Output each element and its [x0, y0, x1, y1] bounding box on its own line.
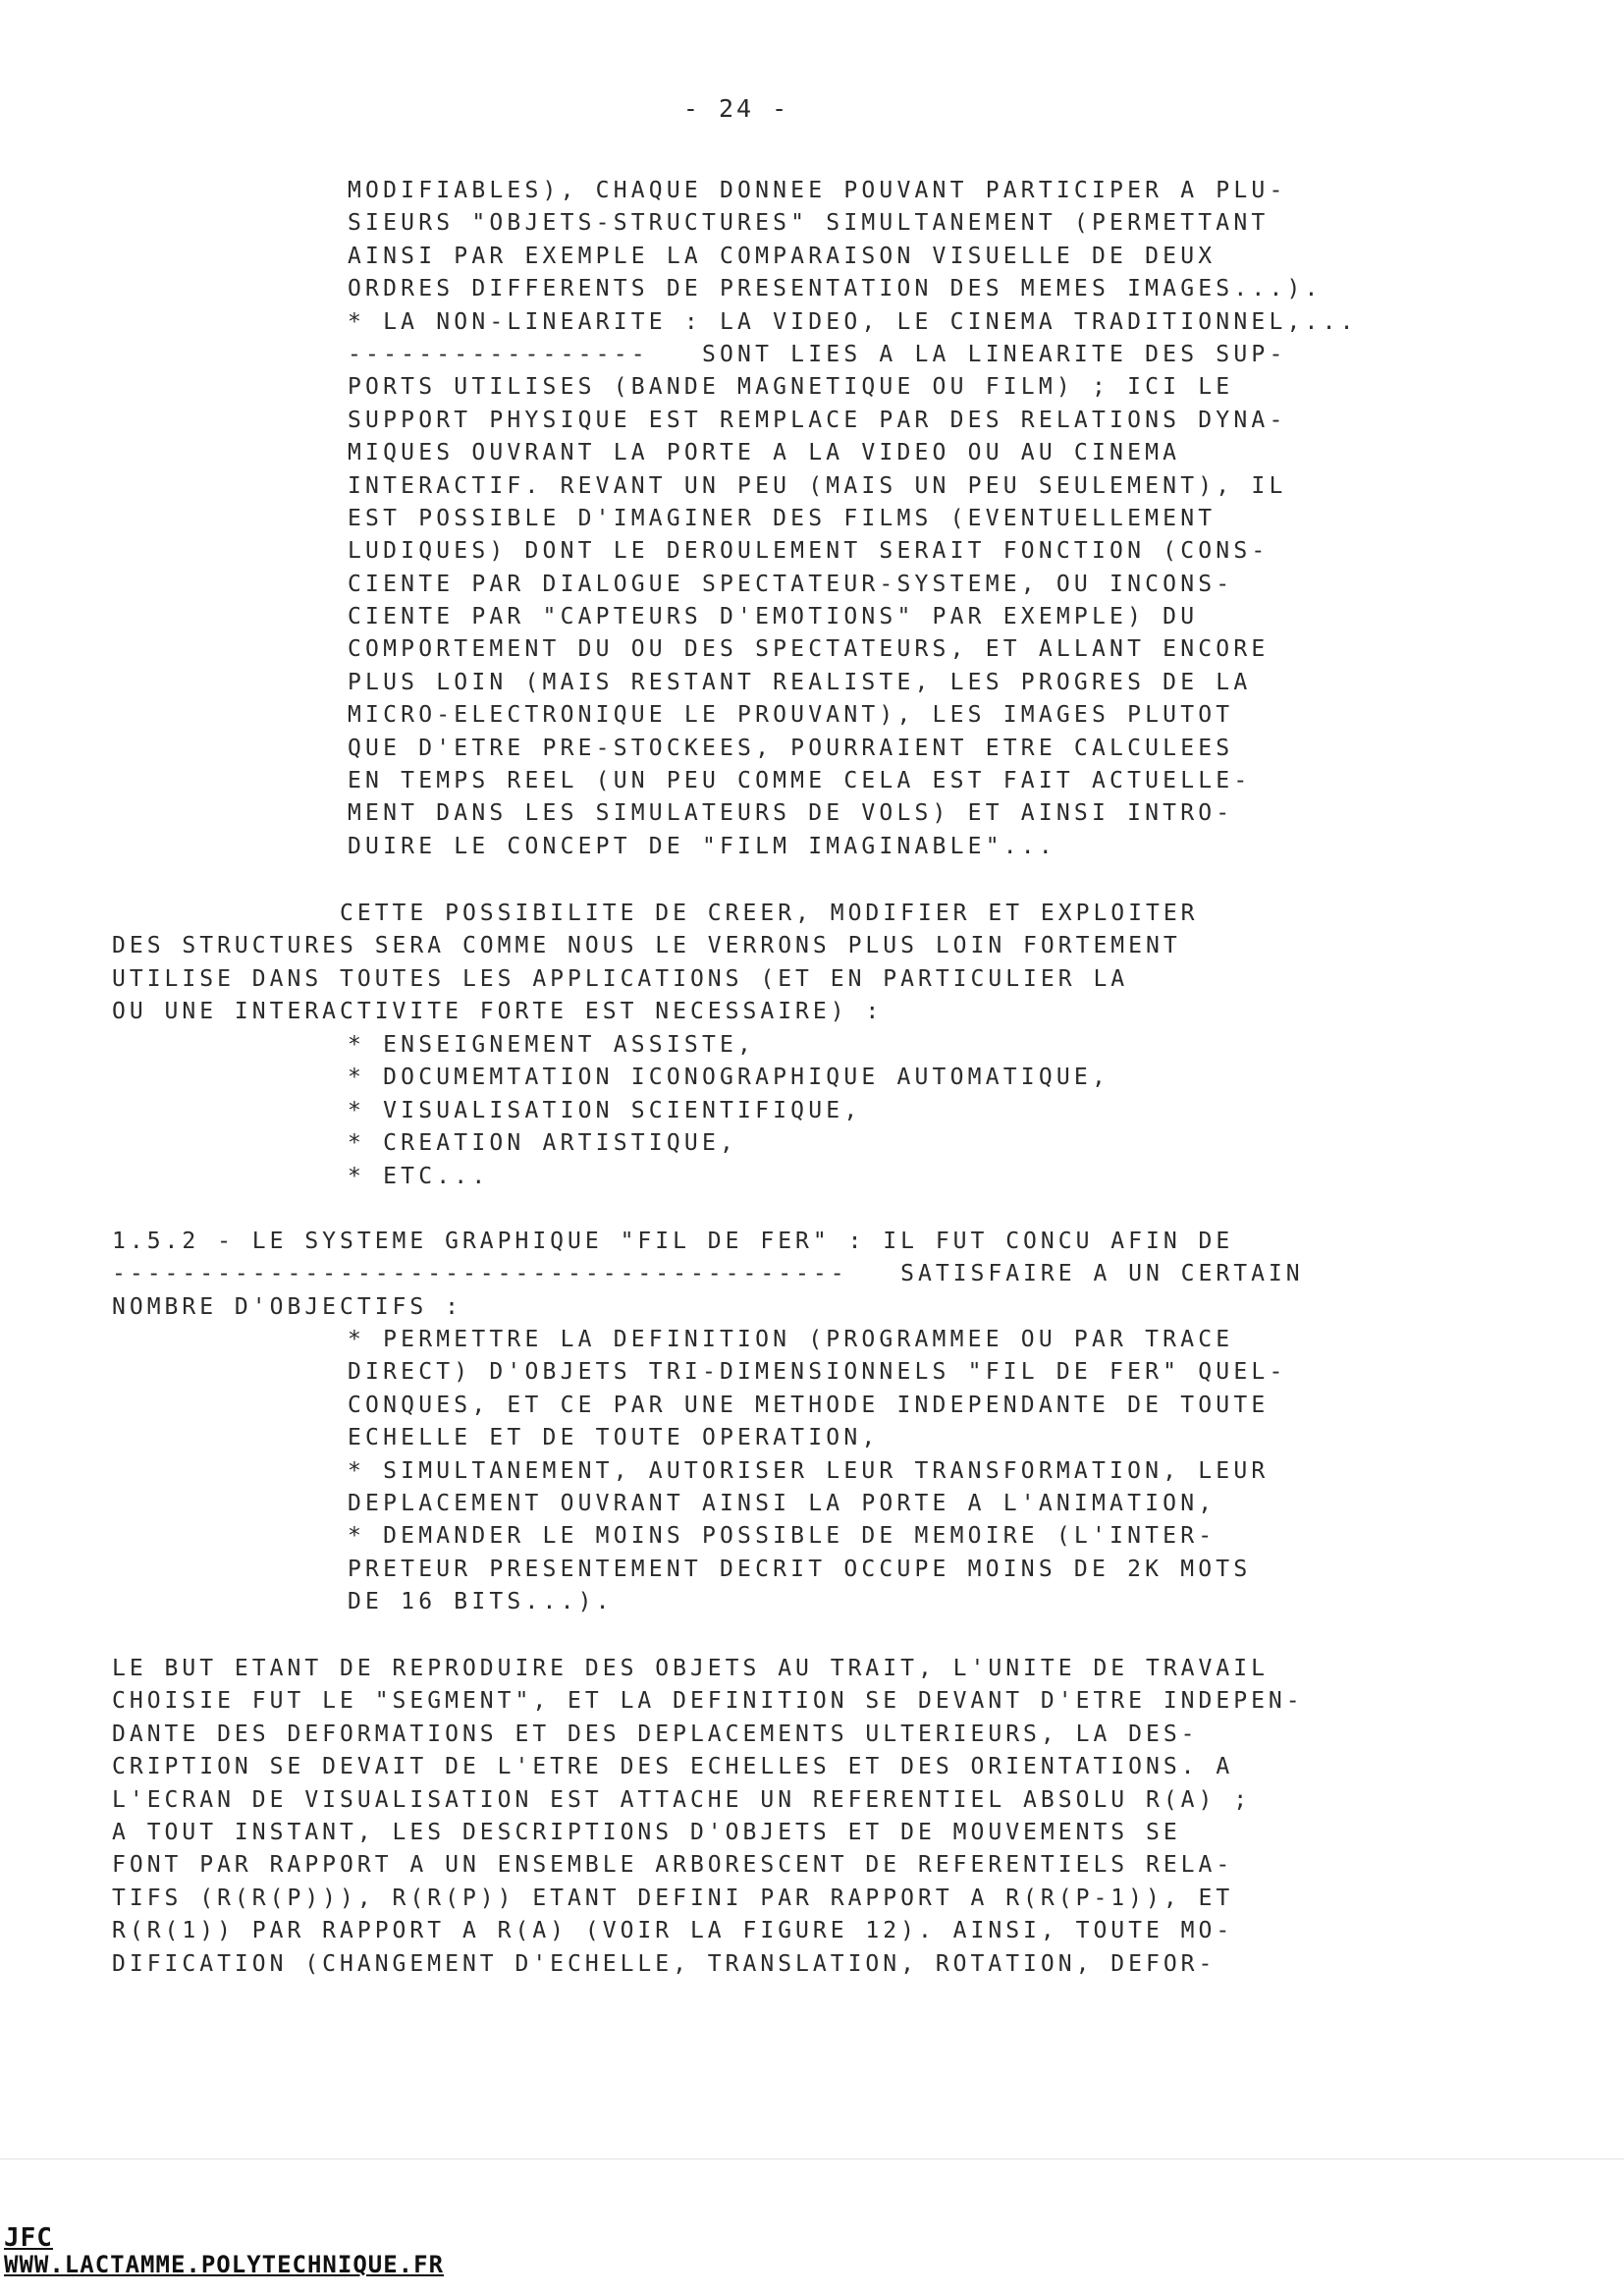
paragraph-3 [112, 1653, 1304, 1981]
footer-watermark [4, 2225, 444, 2276]
text-line: MENT DANS LES SIMULATEURS DE VOLS) ET AINSI INTRO- [348, 800, 1234, 827]
text-line: PORTS UTILISES (BANDE MAGNETIQUE OU FILM) ; ICI LE [348, 374, 1234, 401]
text-line: DE 16 BITS...). [348, 1589, 614, 1615]
text-line: OU UNE INTERACTIVITE FORTE EST NECESSAIRE) : [112, 999, 884, 1025]
list-item: * PERMETTRE LA DEFINITION (PROGRAMMEE OU PAR TRACE [348, 1327, 1234, 1352]
text-line: * LA NON-LINEARITE : LA VIDEO, LE CINEMA TRADITIONNEL,... [348, 308, 1358, 335]
list-item: * VISUALISATION SCIENTIFIQUE, [348, 1097, 862, 1123]
text-line: DIFICATION (CHANGEMENT D'ECHELLE, TRANSLATION, ROTATION, DEFOR- [112, 1950, 1217, 1977]
applications-list [348, 1029, 1110, 1193]
text-line: MODIFIABLES), CHAQUE DONNEE POUVANT PARTICIPER A PLU- [348, 178, 1287, 203]
list-item: * ENSEIGNEMENT ASSISTE, [348, 1032, 756, 1058]
text-line: CHOISIE FUT LE "SEGMENT", ET LA DEFINITION SE DEVANT D'ETRE INDEPEN- [112, 1688, 1304, 1715]
text-line: MICRO-ELECTRONIQUE LE PROUVANT), LES IMAGES PLUTOT [348, 702, 1234, 729]
text-line: NOMBRE D'OBJECTIFS : [112, 1293, 462, 1320]
text-line: TIFS (R(R(P))), R(R(P)) ETANT DEFINI PAR RAPPORT A R(R(P-1)), ET [112, 1885, 1234, 1911]
text-line: MIQUES OUVRANT LA PORTE A LA VIDEO OU AU CINEMA [348, 440, 1181, 466]
text-line: DANTE DES DEFORMATIONS ET DES DEPLACEMENTS ULTERIEURS, LA DES- [112, 1721, 1199, 1747]
text-line: A TOUT INSTANT, LES DESCRIPTIONS D'OBJETS ET DE MOUVEMENTS SE [112, 1819, 1181, 1845]
text-line: ECHELLE ET DE TOUTE OPERATION, [348, 1425, 880, 1451]
list-item: * ETC... [348, 1163, 490, 1189]
text-line: PLUS LOIN (MAIS RESTANT REALISTE, LES PROGRES DE LA [348, 669, 1252, 695]
list-item: * DOCUMEMTATION ICONOGRAPHIQUE AUTOMATIQUE, [348, 1065, 1110, 1091]
list-item: * CREATION ARTISTIQUE, [348, 1130, 738, 1157]
text-line: DIRECT) D'OBJETS TRI-DIMENSIONNELS "FIL DE FER" QUEL- [348, 1359, 1287, 1386]
text-line: SUPPORT PHYSIQUE EST REMPLACE PAR DES RELATIONS DYNA- [348, 407, 1287, 433]
text-line: ORDRES DIFFERENTS DE PRESENTATION DES MEMES IMAGES...). [348, 276, 1323, 302]
text-line: SIEURS "OBJETS-STRUCTURES" SIMULTANEMENT (PERMETTANT [348, 210, 1270, 237]
text-line: PRETEUR PRESENTEMENT DECRIT OCCUPE MOINS DE 2K MOTS [348, 1556, 1252, 1582]
text-line: CRIPTION SE DEVAIT DE L'ETRE DES ECHELLES ET DES ORIENTATIONS. A [112, 1754, 1234, 1780]
text-line: EST POSSIBLE D'IMAGINER DES FILMS (EVENTUELLEMENT [348, 505, 1217, 531]
text-line: CETTE POSSIBILITE DE CREER, MODIFIER ET EXPLOITER [112, 901, 1199, 926]
text-line: FONT PAR RAPPORT A UN ENSEMBLE ARBORESCENT DE REFERENTIELS RELA- [112, 1852, 1234, 1879]
text-line: DEPLACEMENT OUVRANT AINSI LA PORTE A L'ANIMATION, [348, 1490, 1217, 1516]
text-line: LUDIQUES) DONT LE DEROULEMENT SERAIT FONCTION (CONS- [348, 538, 1270, 565]
text-line: UTILISE DANS TOUTES LES APPLICATIONS (ET EN PARTICULIER LA [112, 965, 1129, 992]
underline-line: ----------------- SONT LIES A LA LINEARITE DES SUP- [348, 341, 1287, 367]
page-number: - 24 - [682, 94, 790, 123]
text-line: EN TEMPS REEL (UN PEU COMME CELA EST FAIT ACTUELLE- [348, 768, 1252, 794]
text-line: AINSI PAR EXEMPLE LA COMPARAISON VISUELLE DE DEUX [348, 243, 1217, 269]
text-line: R(R(1)) PAR RAPPORT A R(A) (VOIR LA FIGURE 12). AINSI, TOUTE MO- [112, 1918, 1234, 1944]
text-line: INTERACTIF. REVANT UN PEU (MAIS UN PEU SEULEMENT), IL [348, 472, 1287, 499]
watermark-logo: JFC [4, 2223, 53, 2253]
text-line: QUE D'ETRE PRE-STOCKEES, POURRAIENT ETRE CALCULEES [348, 735, 1234, 761]
watermark-url: WWW.LACTAMME.POLYTECHNIQUE.FR [4, 2251, 445, 2278]
text-line: CIENTE PAR "CAPTEURS D'EMOTIONS" PAR EXEMPLE) DU [348, 604, 1199, 630]
section-title: 1.5.2 - LE SYSTEME GRAPHIQUE "FIL DE FER" : IL FUT CONCU AFIN DE [112, 1229, 1234, 1254]
underline-line: ------------------------------------------ SATISFAIRE A UN CERTAIN [112, 1261, 1304, 1287]
paragraph-2 [112, 898, 1199, 1029]
list-item: * DEMANDER LE MOINS POSSIBLE DE MEMOIRE (L'INTER- [348, 1523, 1217, 1550]
list-item: * SIMULTANEMENT, AUTORISER LEUR TRANSFORMATION, LEUR [348, 1457, 1270, 1484]
paragraph-1 [348, 175, 1358, 863]
text-line: COMPORTEMENT DU OU DES SPECTATEURS, ET ALLANT ENCORE [348, 636, 1270, 663]
text-line: CIENTE PAR DIALOGUE SPECTATEUR-SYSTEME, OU INCONS- [348, 571, 1234, 597]
objectives-list [348, 1324, 1287, 1619]
text-line: L'ECRAN DE VISUALISATION EST ATTACHE UN REFERENTIEL ABSOLU R(A) ; [112, 1786, 1252, 1813]
text-line: DES STRUCTURES SERA COMME NOUS LE VERRONS PLUS LOIN FORTEMENT [112, 933, 1181, 959]
text-line: DUIRE LE CONCEPT DE "FILM IMAGINABLE"... [348, 833, 1056, 859]
section-heading [112, 1226, 1304, 1324]
text-line: LE BUT ETANT DE REPRODUIRE DES OBJETS AU TRAIT, L'UNITE DE TRAVAIL [112, 1656, 1269, 1681]
text-line: CONQUES, ET CE PAR UNE METHODE INDEPENDANTE DE TOUTE [348, 1392, 1270, 1418]
